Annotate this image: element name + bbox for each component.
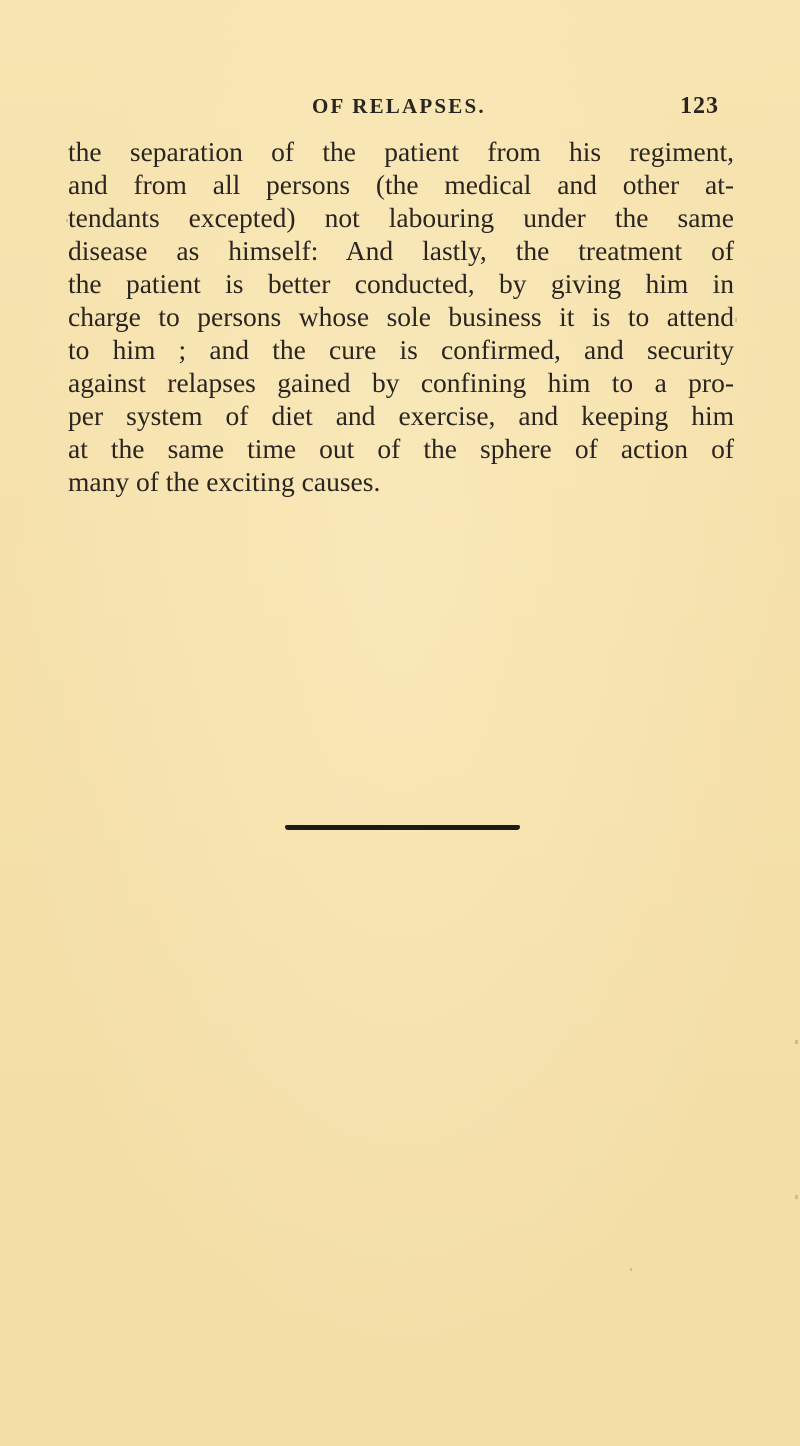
text-line: tendants excepted) not labouring under the same [68,202,734,233]
text-line: and from all persons (the medical and other at- [68,169,734,200]
paper-speck [630,1268,632,1271]
text-line: many of the exciting causes. [68,466,381,497]
running-head [0,90,800,122]
text-line: against relapses gained by confining him to a pro- [68,367,734,398]
text-line: at the same time out of the sphere of action of [68,433,734,464]
text-line: per system of diet and exercise, and keeping him [68,400,734,431]
page-number: 123 [680,93,719,119]
paper-speck [795,1040,798,1044]
text-line: charge to persons whose sole business it is to attend [68,301,734,332]
paper-speck [735,318,737,322]
body-paragraph [68,135,734,498]
text-line: to him ; and the cure is confirmed, and security [68,334,734,365]
running-title: OF RELAPSES. [312,94,486,118]
text-line: disease as himself: And lastly, the treatment of [68,235,734,266]
paper-speck [795,1195,798,1199]
text-line: the patient is better conducted, by giving him in [68,268,734,299]
text-line: the separation of the patient from his regiment, [68,136,734,167]
paper-speck [66,219,68,222]
section-end-rule [285,825,520,830]
